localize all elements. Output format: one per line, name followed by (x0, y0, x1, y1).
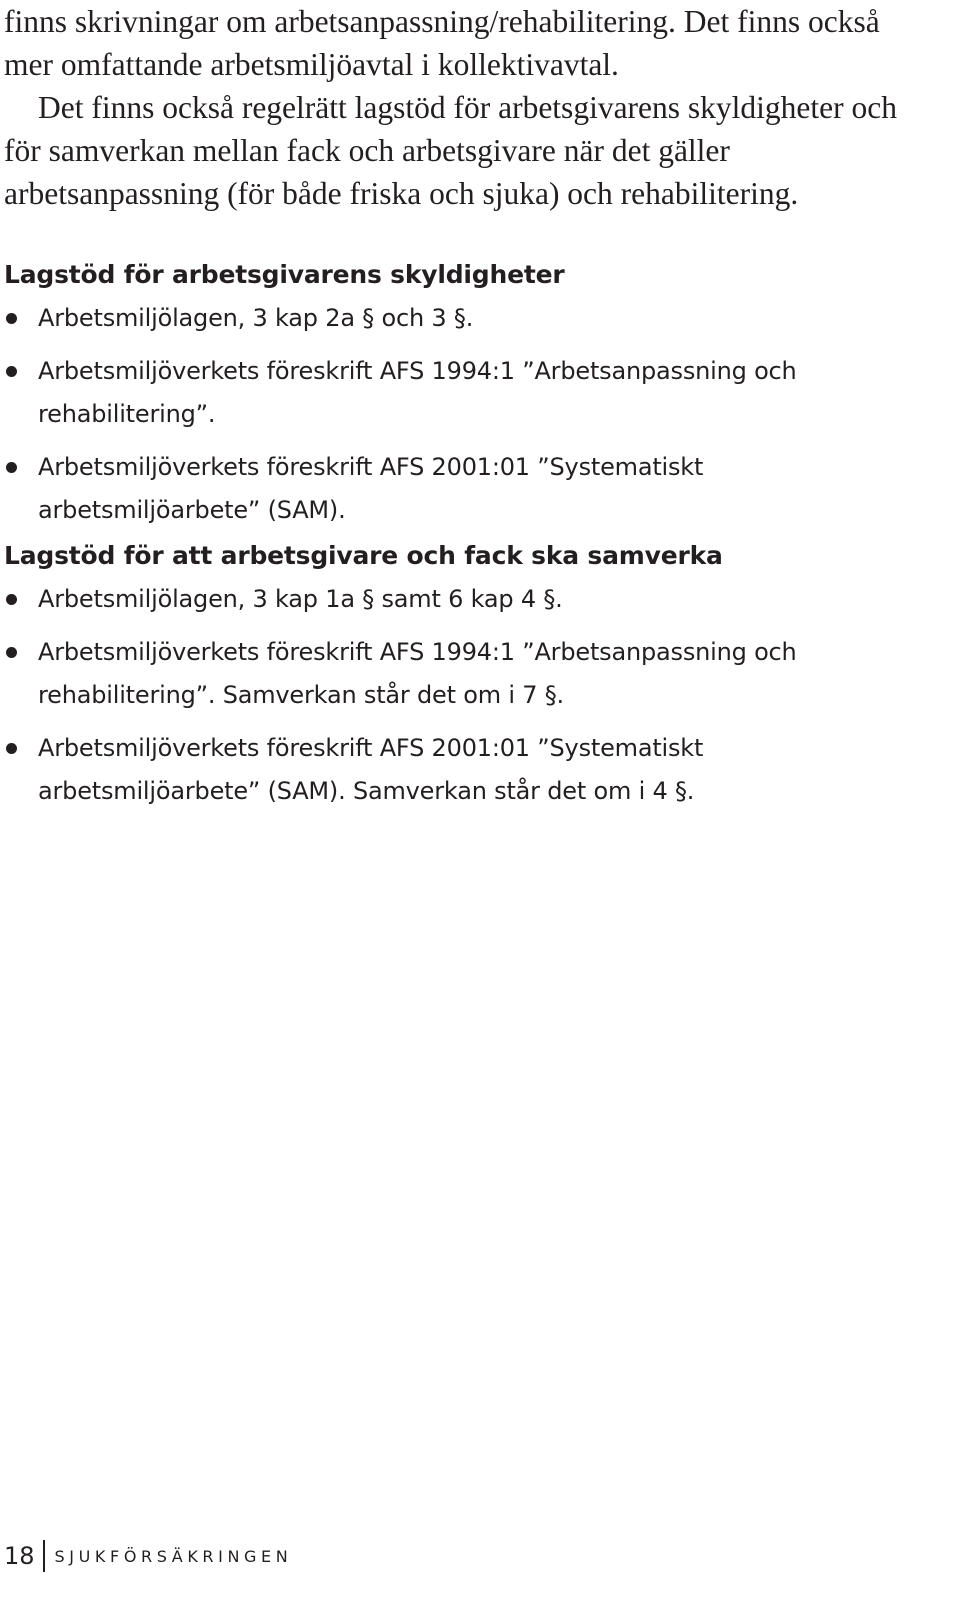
employer-obligations-list (4, 297, 904, 532)
legal-support-content (4, 253, 904, 823)
footer-divider (43, 1540, 45, 1572)
publication-name: SJUKFÖRSÄKRINGEN (54, 1546, 293, 1566)
section-heading-cooperation: Lagstöd för att arbetsgivare och fack ska samverka (4, 541, 723, 570)
list-item-text: Arbetsmiljöverkets föreskrift AFS 2001:01 ”Systematiskt arbetsmiljöarbete” (SAM). (38, 453, 704, 524)
bullet-icon (6, 313, 17, 324)
bullet-icon (6, 743, 17, 754)
page-number: 18 (4, 1542, 35, 1570)
list-item (4, 727, 904, 813)
list-item (4, 578, 904, 621)
intro-paragraph-continued: finns skrivningar om arbetsanpassning/rehabilitering. Det finns också mer omfattande arbetsmiljöavtal i kollektivavtal. (4, 4, 880, 82)
list-item (4, 446, 904, 532)
cooperation-list (4, 578, 904, 813)
list-item (4, 631, 904, 717)
list-item (4, 350, 904, 436)
intro-text (4, 0, 934, 215)
list-item-text: Arbetsmiljölagen, 3 kap 2a § och 3 §. (38, 304, 474, 332)
bullet-icon (6, 594, 17, 605)
bullet-icon (6, 462, 17, 473)
intro-paragraph: Det finns också regelrätt lagstöd för arbetsgivarens skyldigheter och för samverkan mellan fack och arbetsgivare när det gäller arbetsanpassning (för både friska och sjuka) och rehabilitering. (4, 90, 897, 211)
page-footer (4, 1536, 292, 1576)
bullet-icon (6, 647, 17, 658)
section-heading-employer-obligations: Lagstöd för arbetsgivarens skyldigheter (4, 260, 565, 289)
list-item (4, 297, 904, 340)
list-item-text: Arbetsmiljöverkets föreskrift AFS 1994:1 ”Arbetsanpassning och rehabilitering”. Samverkan står det om i 7 §. (38, 638, 797, 709)
list-item-text: Arbetsmiljöverkets föreskrift AFS 1994:1 ”Arbetsanpassning och rehabilitering”. (38, 357, 797, 428)
list-item-text: Arbetsmiljölagen, 3 kap 1a § samt 6 kap 4 §. (38, 585, 563, 613)
list-item-text: Arbetsmiljöverkets föreskrift AFS 2001:01 ”Systematiskt arbetsmiljöarbete” (SAM). Samverkan står det om i 4 §. (38, 734, 704, 805)
bullet-icon (6, 366, 17, 377)
